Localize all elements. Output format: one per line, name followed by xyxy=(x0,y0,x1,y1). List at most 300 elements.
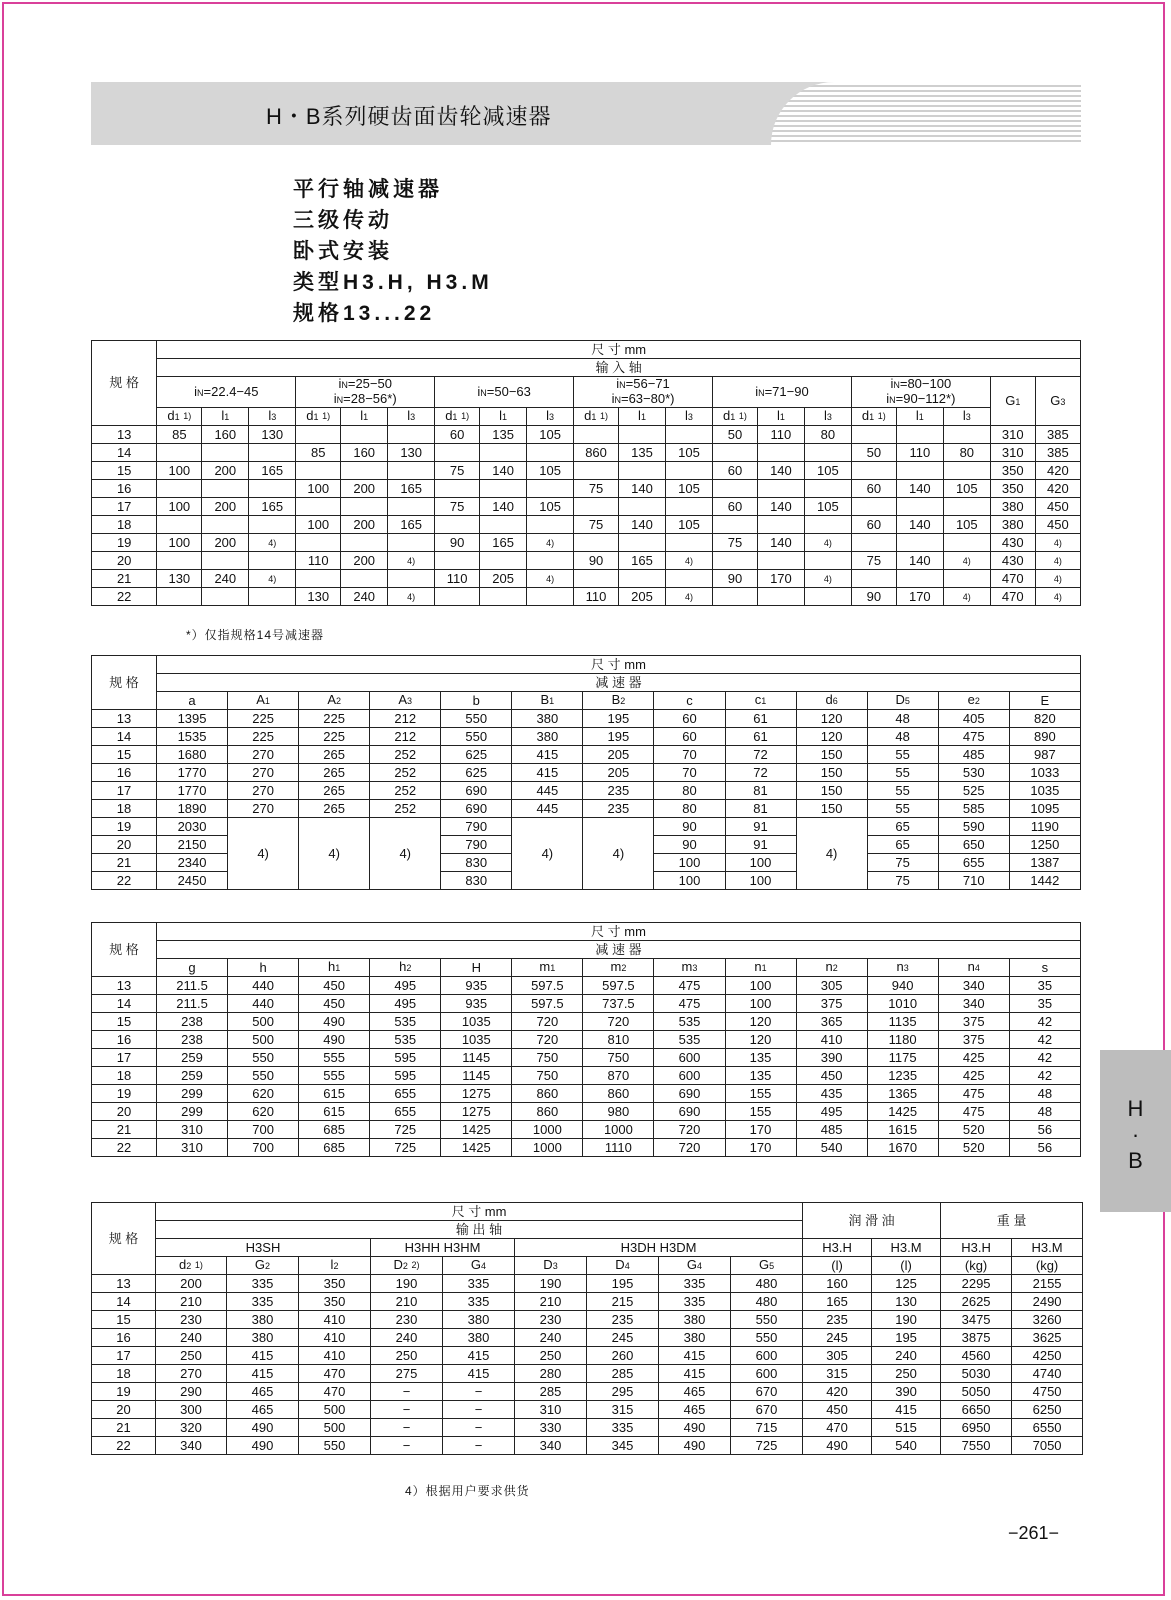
table-cell: 410 xyxy=(299,1347,371,1365)
table-cell: 4) xyxy=(388,588,435,606)
table-cell: 105 xyxy=(943,516,990,534)
table-cell xyxy=(666,426,713,444)
col-l2: l2 xyxy=(299,1257,371,1275)
table-cell: 48 xyxy=(1009,1103,1080,1121)
table-cell xyxy=(804,480,851,498)
table-cell: 210 xyxy=(371,1293,443,1311)
table-row xyxy=(92,570,1081,588)
col-c1: c1 xyxy=(725,692,796,710)
table-cell: 65 xyxy=(867,818,938,836)
unit-cell: (l) xyxy=(872,1257,941,1275)
table-cell xyxy=(296,462,341,480)
table-cell xyxy=(157,552,202,570)
table-cell: 285 xyxy=(587,1365,659,1383)
table-cell: 490 xyxy=(227,1419,299,1437)
table-cell: 75 xyxy=(574,480,619,498)
table-cell xyxy=(480,552,527,570)
table-cell: 110 xyxy=(296,552,341,570)
dims-header: 尺 寸 mm xyxy=(157,923,1081,941)
table-row xyxy=(92,1085,1081,1103)
table-cell: 170 xyxy=(896,588,943,606)
table-cell: 16 xyxy=(92,764,157,782)
note-star: *）仅指规格14号减速器 xyxy=(186,628,325,642)
table-cell: 550 xyxy=(441,728,512,746)
table-cell: 810 xyxy=(583,1031,654,1049)
table-cell: 595 xyxy=(370,1049,441,1067)
group-h3dh: H3DH H3DM xyxy=(515,1239,803,1257)
table-cell: 56 xyxy=(1009,1121,1080,1139)
weight-header: 重 量 xyxy=(941,1203,1083,1239)
table-cell: 4) xyxy=(943,588,990,606)
table-cell: 415 xyxy=(443,1347,515,1365)
table-cell: 720 xyxy=(512,1013,583,1031)
table-cell: 80 xyxy=(804,426,851,444)
table-cell: 1535 xyxy=(157,728,228,746)
table-cell: 1275 xyxy=(441,1085,512,1103)
table-cell: 235 xyxy=(587,1311,659,1329)
table-cell: 15 xyxy=(92,746,157,764)
table-cell: 50 xyxy=(712,426,757,444)
table-cell: − xyxy=(443,1419,515,1437)
table-cell: 120 xyxy=(725,1013,796,1031)
ratio-group xyxy=(712,377,851,408)
table-cell: 17 xyxy=(92,1049,157,1067)
table-cell: 2490 xyxy=(1012,1293,1083,1311)
table-cell: 485 xyxy=(938,746,1009,764)
table-cell: 211.5 xyxy=(157,977,228,995)
table-cell: 90 xyxy=(435,534,480,552)
table-cell: 252 xyxy=(370,800,441,818)
table-cell: 310 xyxy=(990,426,1035,444)
table-cell: 380 xyxy=(512,728,583,746)
weight-h3m: H3.M xyxy=(1012,1239,1083,1257)
table-cell: 525 xyxy=(938,782,1009,800)
table-cell: 860 xyxy=(574,444,619,462)
table-cell: 1135 xyxy=(867,1013,938,1031)
col-l1: l1 xyxy=(896,408,943,426)
table-cell: 75 xyxy=(435,498,480,516)
table-cell: 80 xyxy=(654,782,725,800)
table-cell: 1000 xyxy=(512,1121,583,1139)
table-cell: 200 xyxy=(202,534,249,552)
table-cell xyxy=(480,480,527,498)
table-cell: 4) xyxy=(1035,588,1080,606)
table-cell xyxy=(341,498,388,516)
table-cell: 4) xyxy=(804,534,851,552)
table-cell: 420 xyxy=(1035,462,1080,480)
table-cell: 450 xyxy=(1035,516,1080,534)
table-cell xyxy=(804,444,851,462)
table-cell: − xyxy=(371,1419,443,1437)
table-cell: 170 xyxy=(757,570,804,588)
table-cell: 270 xyxy=(156,1365,227,1383)
table-cell xyxy=(202,552,249,570)
table-cell: 135 xyxy=(725,1049,796,1067)
table-cell: 90 xyxy=(574,552,619,570)
table-cell: 1235 xyxy=(867,1067,938,1085)
table-cell xyxy=(341,570,388,588)
side-tab-letter: B xyxy=(1128,1148,1143,1173)
lube-header: 润 滑 油 xyxy=(803,1203,941,1239)
table-cell: 5030 xyxy=(941,1365,1012,1383)
table-cell: 315 xyxy=(803,1365,872,1383)
input-shaft-header: 输 入 轴 xyxy=(157,359,1081,377)
table-cell: 252 xyxy=(370,764,441,782)
table-cell: 110 xyxy=(757,426,804,444)
table-cell: 650 xyxy=(938,836,1009,854)
table-row xyxy=(92,1049,1081,1067)
table-cell: 200 xyxy=(202,462,249,480)
table-cell: 550 xyxy=(299,1437,371,1455)
table-cell: 130 xyxy=(296,588,341,606)
table-cell: 380 xyxy=(659,1329,731,1347)
table-cell: 1190 xyxy=(1009,818,1080,836)
table-cell: 160 xyxy=(803,1275,872,1293)
table-cell: 81 xyxy=(725,800,796,818)
table-row xyxy=(92,480,1081,498)
col-g3: G3 xyxy=(1035,377,1080,426)
table-cell: 75 xyxy=(435,462,480,480)
table-cell: 535 xyxy=(654,1031,725,1049)
table-cell: 55 xyxy=(867,764,938,782)
side-tab-letter: H xyxy=(1127,1096,1144,1121)
table-cell xyxy=(574,570,619,588)
table-cell: 310 xyxy=(157,1121,228,1139)
table-cell: 335 xyxy=(443,1293,515,1311)
table-cell: 1365 xyxy=(867,1085,938,1103)
table-cell: 1250 xyxy=(1009,836,1080,854)
dims-header: 尺 寸 mm xyxy=(156,1203,803,1221)
table-cell: 500 xyxy=(228,1013,299,1031)
table-cell: 1890 xyxy=(157,800,228,818)
table-cell: 100 xyxy=(296,516,341,534)
table-cell: 42 xyxy=(1009,1067,1080,1085)
table-cell: 450 xyxy=(1035,498,1080,516)
col-g4: G4 xyxy=(443,1257,515,1275)
table-cell xyxy=(943,534,990,552)
table-cell: 690 xyxy=(441,800,512,818)
table-cell: 238 xyxy=(157,1031,228,1049)
table-cell: 48 xyxy=(1009,1085,1080,1103)
ratio-group xyxy=(435,377,574,408)
table-cell xyxy=(804,516,851,534)
table-row xyxy=(92,426,1081,444)
table-cell: 440 xyxy=(228,995,299,1013)
page-title: H・B系列硬齿面齿轮减速器 xyxy=(266,104,552,129)
table-cell: 2450 xyxy=(157,872,228,890)
table-cell: 56 xyxy=(1009,1139,1080,1157)
table-cell: 305 xyxy=(796,977,867,995)
col-l3: l3 xyxy=(388,408,435,426)
table-cell xyxy=(341,426,388,444)
table-cell: 495 xyxy=(370,995,441,1013)
table-cell: 270 xyxy=(228,746,299,764)
ratio-range: iN=50−63 xyxy=(477,383,531,399)
table-cell: 110 xyxy=(435,570,480,588)
table-cell: 140 xyxy=(619,516,666,534)
table-cell: 259 xyxy=(157,1067,228,1085)
table-cell: 470 xyxy=(990,588,1035,606)
table-cell: 230 xyxy=(515,1311,587,1329)
table-cell: 620 xyxy=(228,1085,299,1103)
table-cell: 1095 xyxy=(1009,800,1080,818)
table-cell: 415 xyxy=(512,746,583,764)
table-cell: 195 xyxy=(872,1329,941,1347)
table-row xyxy=(92,1275,1083,1293)
table-cell xyxy=(896,498,943,516)
table-cell: 85 xyxy=(157,426,202,444)
table-cell: 205 xyxy=(583,764,654,782)
table-cell: 670 xyxy=(731,1383,803,1401)
table-cell: 4740 xyxy=(1012,1365,1083,1383)
table-cell: 245 xyxy=(803,1329,872,1347)
table-cell: 160 xyxy=(202,426,249,444)
table-cell: 130 xyxy=(388,444,435,462)
table-cell: 35 xyxy=(1009,995,1080,1013)
table-cell: 4) xyxy=(249,570,296,588)
table-cell: 165 xyxy=(480,534,527,552)
table-cell: 190 xyxy=(872,1311,941,1329)
table-cell: 515 xyxy=(872,1419,941,1437)
table-cell: 500 xyxy=(299,1401,371,1419)
table-cell: 475 xyxy=(654,977,725,995)
table-cell: 4) xyxy=(228,818,299,890)
table-cell xyxy=(296,534,341,552)
table-cell: 4) xyxy=(666,588,713,606)
table-cell: 1145 xyxy=(441,1067,512,1085)
table-cell: 4560 xyxy=(941,1347,1012,1365)
table-row xyxy=(92,1419,1083,1437)
table-cell: 60 xyxy=(712,498,757,516)
table-cell: 195 xyxy=(587,1275,659,1293)
table-cell: 750 xyxy=(512,1067,583,1085)
table-cell: 235 xyxy=(583,782,654,800)
table-cell: 415 xyxy=(659,1365,731,1383)
table-cell: 820 xyxy=(1009,710,1080,728)
table-cell: 170 xyxy=(725,1121,796,1139)
table-cell: 350 xyxy=(990,480,1035,498)
table-cell: 540 xyxy=(796,1139,867,1157)
table-row xyxy=(92,1401,1083,1419)
table-cell: 490 xyxy=(803,1437,872,1455)
table-cell xyxy=(574,498,619,516)
table-cell: 260 xyxy=(587,1347,659,1365)
table-cell: 330 xyxy=(515,1419,587,1437)
table-cell xyxy=(480,588,527,606)
table-cell: 4) xyxy=(1035,534,1080,552)
table-cell: 430 xyxy=(990,534,1035,552)
table-cell: 535 xyxy=(370,1031,441,1049)
table-cell: 280 xyxy=(515,1365,587,1383)
table-cell xyxy=(666,498,713,516)
table-cell: 275 xyxy=(371,1365,443,1383)
ratio-group xyxy=(574,377,713,408)
table-cell: 120 xyxy=(796,728,867,746)
table-cell: 18 xyxy=(92,800,157,818)
table-row xyxy=(92,1347,1083,1365)
table-cell: 270 xyxy=(228,800,299,818)
table-cell: 110 xyxy=(896,444,943,462)
col-d1: d1 $^{1)}$ xyxy=(851,408,896,426)
table-cell: 105 xyxy=(527,426,574,444)
table-cell: 2150 xyxy=(157,836,228,854)
table-cell xyxy=(435,552,480,570)
table-cell xyxy=(757,480,804,498)
table-cell: 4) xyxy=(527,570,574,588)
table-cell xyxy=(249,444,296,462)
table-cell: 597.5 xyxy=(512,977,583,995)
table-cell xyxy=(480,516,527,534)
table-cell: 190 xyxy=(371,1275,443,1293)
table-cell: 105 xyxy=(527,498,574,516)
ratio-range: iN=56−71 xyxy=(616,376,670,391)
table-row xyxy=(92,444,1081,462)
table-cell: 120 xyxy=(725,1031,796,1049)
table-cell: 55 xyxy=(867,800,938,818)
table-cell xyxy=(896,462,943,480)
table-cell: 91 xyxy=(725,818,796,836)
table-cell: 17 xyxy=(92,1347,156,1365)
col-A3: A3 xyxy=(370,692,441,710)
table-cell: 4) xyxy=(527,534,574,552)
ratio-range: iN=71−90 xyxy=(755,383,809,399)
table-cell: 350 xyxy=(299,1293,371,1311)
table-row xyxy=(92,462,1081,480)
table-cell: 470 xyxy=(990,570,1035,588)
table-cell: 100 xyxy=(725,872,796,890)
table-cell: 2295 xyxy=(941,1275,1012,1293)
table-cell: 475 xyxy=(654,995,725,1013)
table-cell: 380 xyxy=(443,1329,515,1347)
table-cell xyxy=(757,588,804,606)
table-cell: 415 xyxy=(443,1365,515,1383)
table-row xyxy=(92,1365,1083,1383)
table-cell: 750 xyxy=(583,1049,654,1067)
table-cell xyxy=(435,516,480,534)
table-cell: 550 xyxy=(228,1067,299,1085)
table-cell: 980 xyxy=(583,1103,654,1121)
table-cell: 305 xyxy=(803,1347,872,1365)
table-row xyxy=(92,516,1081,534)
col-h: h xyxy=(228,959,299,977)
table-cell: 3475 xyxy=(941,1311,1012,1329)
table-cell: 415 xyxy=(227,1365,299,1383)
table-cell xyxy=(574,462,619,480)
table-cell: 720 xyxy=(512,1031,583,1049)
col-g4b: G4 xyxy=(659,1257,731,1275)
table-cell: 150 xyxy=(796,800,867,818)
col-D5: D5 xyxy=(867,692,938,710)
table-cell xyxy=(943,426,990,444)
col-l1: l1 xyxy=(619,408,666,426)
table-cell: 410 xyxy=(299,1329,371,1347)
table-cell: 597.5 xyxy=(583,977,654,995)
table-cell: 2340 xyxy=(157,854,228,872)
input-shaft-table xyxy=(91,340,1081,606)
table-cell: 315 xyxy=(587,1401,659,1419)
table-cell: 170 xyxy=(725,1139,796,1157)
table-cell: 310 xyxy=(157,1139,228,1157)
table-cell: 555 xyxy=(299,1049,370,1067)
col-g2: G2 xyxy=(227,1257,299,1275)
table-cell: 450 xyxy=(299,977,370,995)
table-row xyxy=(92,1383,1083,1401)
col-l3: l3 xyxy=(527,408,574,426)
table-cell: 105 xyxy=(943,480,990,498)
table-cell: 935 xyxy=(441,977,512,995)
table-cell xyxy=(712,516,757,534)
heading-line: 类型H3.H, H3.M xyxy=(293,271,493,294)
table-cell xyxy=(296,426,341,444)
table-cell: 490 xyxy=(659,1437,731,1455)
table-cell: 210 xyxy=(515,1293,587,1311)
col-d1: d1 $^{1)}$ xyxy=(157,408,202,426)
table-cell: 710 xyxy=(938,872,1009,890)
col-n4: n4 xyxy=(938,959,1009,977)
table-cell: 470 xyxy=(299,1383,371,1401)
table-cell xyxy=(296,570,341,588)
table-cell xyxy=(896,426,943,444)
table-cell: 425 xyxy=(938,1049,1009,1067)
table-cell xyxy=(202,516,249,534)
table-cell: 380 xyxy=(443,1311,515,1329)
table-cell: 81 xyxy=(725,782,796,800)
table-cell: 160 xyxy=(341,444,388,462)
table-cell: 7550 xyxy=(941,1437,1012,1455)
table-cell xyxy=(202,444,249,462)
table-cell: 4) xyxy=(249,534,296,552)
table-cell: 60 xyxy=(712,462,757,480)
table-cell: 125 xyxy=(872,1275,941,1293)
table-cell: 670 xyxy=(731,1401,803,1419)
table-cell: 1010 xyxy=(867,995,938,1013)
table-cell: 130 xyxy=(157,570,202,588)
table-cell: 595 xyxy=(370,1067,441,1085)
table-cell: 72 xyxy=(725,746,796,764)
col-d1: d1 $^{1)}$ xyxy=(435,408,480,426)
table-cell: 720 xyxy=(654,1121,725,1139)
ratio-range-alt: iN=63−80*) xyxy=(611,391,675,406)
table-cell: 100 xyxy=(157,534,202,552)
table-cell: 240 xyxy=(872,1347,941,1365)
table-cell: 350 xyxy=(299,1275,371,1293)
unit-cell: (kg) xyxy=(941,1257,1012,1275)
table-cell xyxy=(712,480,757,498)
table-cell: 340 xyxy=(156,1437,227,1455)
table-cell: 22 xyxy=(92,1139,157,1157)
table-cell: 17 xyxy=(92,782,157,800)
table-cell: 690 xyxy=(654,1103,725,1121)
table-cell: 470 xyxy=(299,1365,371,1383)
table-cell: 205 xyxy=(619,588,666,606)
table-cell: 14 xyxy=(92,1293,156,1311)
table-cell: 190 xyxy=(515,1275,587,1293)
table-cell: 270 xyxy=(228,764,299,782)
table-cell: 19 xyxy=(92,1383,156,1401)
table-cell xyxy=(388,462,435,480)
table-row xyxy=(92,1329,1083,1347)
table-cell: 597.5 xyxy=(512,995,583,1013)
table-cell: 450 xyxy=(299,995,370,1013)
table-cell: 615 xyxy=(299,1085,370,1103)
col-H: H xyxy=(441,959,512,977)
table-cell: 130 xyxy=(872,1293,941,1311)
table-cell: 790 xyxy=(441,836,512,854)
table-cell: 365 xyxy=(796,1013,867,1031)
col-n3: n3 xyxy=(867,959,938,977)
reducer-header: 减 速 器 xyxy=(157,674,1081,692)
col-n2: n2 xyxy=(796,959,867,977)
